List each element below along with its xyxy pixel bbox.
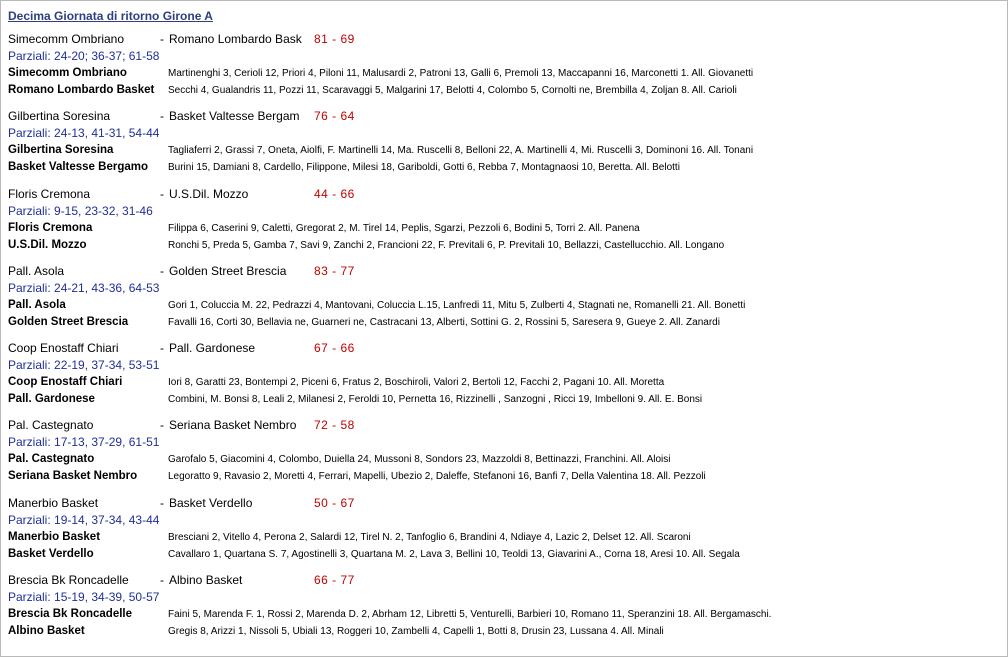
final-score: 50 - 67 bbox=[314, 496, 355, 510]
away-lineup-players: Favalli 16, Corti 30, Bellavia ne, Guarneri ne, Castracani 13, Alberti, Sottini G. 2, Rossini 5, Saresera 9, Gueye 2. All. Zanardi bbox=[168, 317, 720, 328]
final-score: 76 - 64 bbox=[314, 109, 355, 123]
final-score: 83 - 77 bbox=[314, 264, 355, 278]
partial-scores: Parziali: 9-15, 23-32, 31-46 bbox=[8, 204, 153, 218]
away-lineup-players: Gregis 8, Arizzi 1, Nissoli 5, Ubiali 13, Roggeri 10, Zambelli 4, Capelli 1, Botti 8, Drusin 23, Lussana 4. All. Minali bbox=[168, 626, 664, 637]
away-lineup-team: U.S.Dil. Mozzo bbox=[8, 239, 87, 251]
away-lineup-team: Romano Lombardo Basket bbox=[8, 84, 155, 96]
match-block bbox=[8, 341, 998, 411]
home-team-name: Simecomm Ombriano bbox=[8, 32, 125, 46]
partial-scores: Parziali: 24-21, 43-36, 64-53 bbox=[8, 281, 160, 295]
home-lineup-players: Gori 1, Coluccia M. 22, Pedrazzi 4, Mantovani, Coluccia L.15, Lanfredi 11, Mitu 5, Zulberti 4, Stagnati ne, Romanelli 21. All. Bonetti bbox=[168, 300, 746, 311]
team-separator: - bbox=[160, 418, 164, 432]
away-lineup-team: Basket Verdello bbox=[8, 548, 94, 560]
away-lineup-players: Secchi 4, Gualandris 11, Pozzi 11, Scaravaggi 5, Malgarini 17, Belotti 4, Colombo 5, Cornolti ne, Brembilla 4, Zoljan 8. All. Carioli bbox=[168, 85, 737, 96]
away-lineup-team: Seriana Basket Nembro bbox=[8, 470, 138, 482]
home-lineup-players: Iori 8, Garatti 23, Bontempi 2, Piceni 6, Fratus 2, Boschiroli, Valori 2, Bertoli 12, Facchi 2, Pagani 10. All. Moretta bbox=[168, 377, 665, 388]
away-lineup-players: Ronchi 5, Preda 5, Gamba 7, Savi 9, Zanchi 2, Francioni 22, F. Previtali 6, P. Previtali 10, Bellazzi, Castellucchio. All. Longano bbox=[168, 240, 725, 251]
home-lineup-team: Pall. Asola bbox=[8, 299, 66, 311]
away-team-name: U.S.Dil. Mozzo bbox=[169, 187, 249, 201]
team-separator: - bbox=[160, 496, 164, 510]
final-score: 44 - 66 bbox=[314, 187, 355, 201]
away-lineup-players: Combini, M. Bonsi 8, Leali 2, Milanesi 2, Feroldi 10, Pernetta 16, Rizzinelli , Sanzogni , Ricci 19, Imbelloni 9. All. E. Bonsi bbox=[168, 394, 703, 405]
match-block bbox=[8, 573, 998, 643]
home-lineup-players: Faini 5, Marenda F. 1, Rossi 2, Marenda D. 2, Abrham 12, Libretti 5, Venturelli, Barbieri 10, Romano 11, Speranzini 18. All. Bergamaschi. bbox=[168, 609, 772, 620]
home-lineup-team: Coop Enostaff Chiari bbox=[8, 376, 123, 388]
home-lineup-players: Bresciani 2, Vitello 4, Perona 2, Salardi 12, Tirel N. 2, Tanfoglio 6, Brandini 4, Ndiaye 4, Lazic 2, Delset 12. All. Scaroni bbox=[168, 532, 691, 543]
away-lineup-players: Burini 15, Damiani 8, Cardello, Filippone, Milesi 18, Gariboldi, Gotti 6, Rebba 7, Montagnaosi 10, Beretta. All. Belotti bbox=[168, 162, 680, 173]
home-lineup-players: Martinenghi 3, Cerioli 12, Priori 4, Piloni 11, Malusardi 2, Patroni 13, Galli 6, Premoli 13, Maccapanni 16, Marconetti 1. All. Giovanetti bbox=[168, 68, 754, 79]
away-team-name: Seriana Basket Nembro bbox=[169, 418, 297, 432]
away-lineup-team: Albino Basket bbox=[8, 625, 85, 637]
partial-scores: Parziali: 19-14, 37-34, 43-44 bbox=[8, 513, 160, 527]
home-lineup-team: Manerbio Basket bbox=[8, 531, 101, 543]
page-title[interactable]: Decima Giornata di ritorno Girone A bbox=[8, 9, 213, 23]
team-separator: - bbox=[160, 341, 164, 355]
away-team-name: Basket Verdello bbox=[169, 496, 253, 510]
home-team-name: Pal. Castegnato bbox=[8, 418, 94, 432]
away-lineup-players: Cavallaro 1, Quartana S. 7, Agostinelli 3, Quartana M. 2, Lava 3, Bellini 10, Teoldi 13, Giavarini A., Corna 18, Aresi 10. All. Segala bbox=[168, 549, 740, 560]
team-separator: - bbox=[160, 187, 164, 201]
match-block bbox=[8, 418, 998, 488]
final-score: 72 - 58 bbox=[314, 418, 355, 432]
match-block bbox=[8, 264, 998, 334]
home-team-name: Pall. Asola bbox=[8, 264, 65, 278]
home-lineup-team: Brescia Bk Roncadelle bbox=[8, 608, 133, 620]
home-lineup-team: Floris Cremona bbox=[8, 222, 93, 234]
home-lineup-team: Gilbertina Soresina bbox=[8, 144, 114, 156]
away-team-name: Basket Valtesse Bergam bbox=[169, 109, 300, 123]
team-separator: - bbox=[160, 264, 164, 278]
final-score: 81 - 69 bbox=[314, 32, 355, 46]
final-score: 67 - 66 bbox=[314, 341, 355, 355]
away-lineup-team: Golden Street Brescia bbox=[8, 316, 129, 328]
match-block bbox=[8, 32, 998, 102]
final-score: 66 - 77 bbox=[314, 573, 355, 587]
home-lineup-team: Simecomm Ombriano bbox=[8, 67, 127, 79]
home-lineup-players: Tagliaferri 2, Grassi 7, Oneta, Aiolfi, F. Martinelli 14, Ma. Ruscelli 8, Belloni 22, A. Martinelli 4, Mi. Ruscelli 3, Dominoni 16. All. Tonani bbox=[168, 145, 754, 156]
away-team-name: Golden Street Brescia bbox=[169, 264, 287, 278]
team-separator: - bbox=[160, 109, 164, 123]
partial-scores: Parziali: 24-20; 36-37; 61-58 bbox=[8, 49, 160, 63]
away-lineup-team: Pall. Gardonese bbox=[8, 393, 95, 405]
away-team-name: Albino Basket bbox=[169, 573, 243, 587]
away-lineup-team: Basket Valtesse Bergamo bbox=[8, 161, 148, 173]
team-separator: - bbox=[160, 573, 164, 587]
match-block bbox=[8, 187, 998, 257]
partial-scores: Parziali: 15-19, 34-39, 50-57 bbox=[8, 590, 160, 604]
away-lineup-players: Legoratto 9, Ravasio 2, Moretti 4, Ferrari, Mapelli, Ubezio 2, Daleffe, Stefanoni 16, Banfi 7, Della Valentina 18. All. Pezzoli bbox=[168, 471, 706, 482]
home-team-name: Floris Cremona bbox=[8, 187, 91, 201]
away-team-name: Pall. Gardonese bbox=[169, 341, 256, 355]
partial-scores: Parziali: 22-19, 37-34, 53-51 bbox=[8, 358, 160, 372]
home-lineup-players: Garofalo 5, Giacomini 4, Colombo, Duiella 24, Mussoni 8, Sondors 23, Mazzoldi 8, Bettinazzi, Franchini. All. Aloisi bbox=[168, 454, 671, 465]
home-team-name: Manerbio Basket bbox=[8, 496, 99, 510]
match-block bbox=[8, 109, 998, 179]
home-team-name: Brescia Bk Roncadelle bbox=[8, 573, 129, 587]
home-team-name: Gilbertina Soresina bbox=[8, 109, 111, 123]
home-lineup-players: Filippa 6, Caserini 9, Caletti, Gregorat 2, M. Tirel 14, Peplis, Sgarzi, Pezzoli 6, Bodini 5, Torri 2. All. Panena bbox=[168, 223, 640, 234]
partial-scores: Parziali: 24-13, 41-31, 54-44 bbox=[8, 126, 160, 140]
partial-scores: Parziali: 17-13, 37-29, 61-51 bbox=[8, 435, 160, 449]
away-team-name: Romano Lombardo Bask bbox=[169, 32, 302, 46]
team-separator: - bbox=[160, 32, 164, 46]
home-lineup-team: Pal. Castegnato bbox=[8, 453, 95, 465]
home-team-name: Coop Enostaff Chiari bbox=[8, 341, 119, 355]
match-block bbox=[8, 496, 998, 566]
